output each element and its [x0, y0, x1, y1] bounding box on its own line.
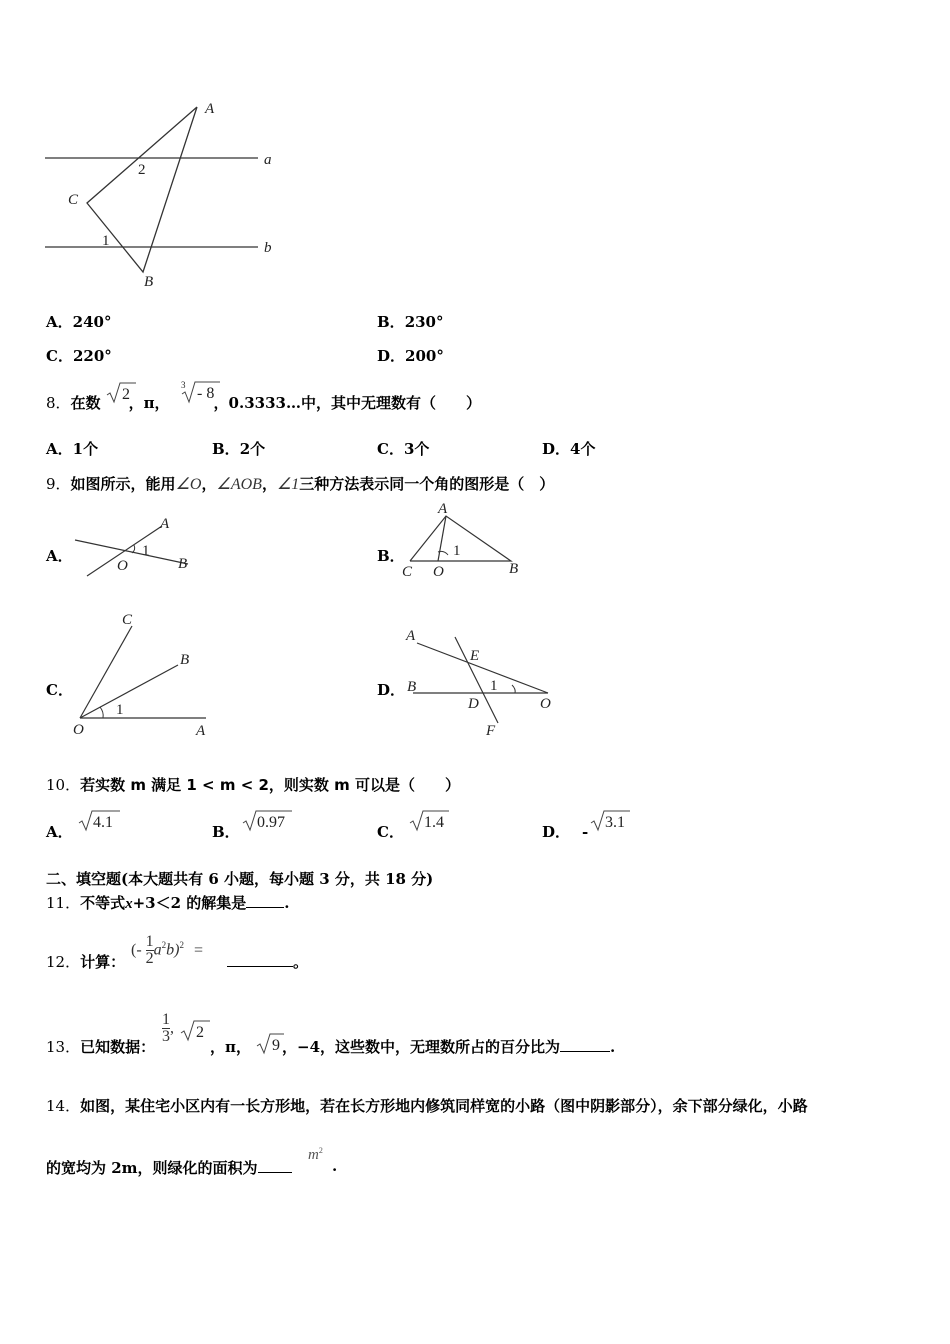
option-text: 3个	[403, 440, 430, 458]
exp-outer: 2	[179, 939, 184, 950]
q8-option-d[interactable]	[542, 438, 595, 459]
label-B: B	[144, 274, 154, 290]
answer-blank[interactable]	[227, 952, 293, 967]
option-letter: D．	[542, 823, 571, 841]
fraction-half: $\frac{1}{2}$	[145, 933, 154, 967]
q13-label: 已知数据：	[80, 1038, 156, 1056]
svg-text:A: A	[196, 723, 206, 739]
label-line-a: a	[264, 152, 272, 168]
q10-option-a-sqrt	[78, 809, 120, 833]
option-text: 240°	[72, 313, 112, 331]
q11-var: x	[125, 896, 133, 912]
angle-aob: ∠AOB	[216, 476, 262, 493]
q8-suffix: ，0.3333…中，其中无理数有（ ）	[213, 394, 481, 412]
q13-rest	[282, 1036, 615, 1057]
q8-cbrt-neg8	[180, 380, 220, 406]
svg-text:3.1: 3.1	[605, 814, 625, 831]
label-line-b: b	[264, 240, 272, 256]
angle-o: ∠O	[175, 476, 202, 493]
option-text: 4个	[570, 440, 596, 458]
q11-end: .	[284, 894, 290, 912]
q13-end: .	[610, 1038, 616, 1056]
q7-figure	[40, 95, 290, 295]
svg-text:F: F	[486, 723, 496, 739]
q9-figure-c	[70, 606, 215, 741]
question-number: 10．	[46, 776, 81, 794]
option-letter: D．	[377, 347, 406, 365]
q9-figure-a	[70, 512, 210, 582]
option-text: 200°	[405, 347, 444, 365]
q7-option-c[interactable]	[46, 345, 112, 366]
q12-end: 。	[293, 953, 309, 971]
q14-line2	[46, 1157, 292, 1178]
q12-stem	[46, 951, 125, 972]
q8-option-c[interactable]	[377, 438, 429, 459]
q8-option-b[interactable]	[212, 438, 265, 459]
q13-suffix: ，−4，这些数中，无理数所占的百分比为	[282, 1038, 561, 1056]
svg-text:B: B	[407, 679, 417, 695]
option-sign: -	[582, 823, 589, 841]
svg-text:C: C	[122, 612, 133, 628]
option-text: 2个	[239, 440, 266, 458]
answer-blank[interactable]	[258, 1158, 292, 1173]
svg-text:C: C	[402, 564, 413, 580]
svg-text:1: 1	[116, 702, 124, 718]
expr-a: a	[153, 941, 162, 959]
q9-figure-b	[398, 500, 528, 580]
option-letter: C．	[377, 823, 404, 841]
svg-text:O: O	[433, 564, 444, 580]
q13-sqrt9	[256, 1032, 284, 1056]
q11-suffix: +3＜2 的解集是	[132, 894, 247, 912]
answer-blank[interactable]	[246, 893, 284, 908]
q13-mid: ，π，	[210, 1038, 251, 1056]
answer-blank[interactable]	[560, 1037, 610, 1052]
q10-option-b[interactable]	[212, 821, 240, 842]
option-text: 1个	[72, 440, 99, 458]
q10-option-a[interactable]	[46, 821, 73, 842]
option-letter: A．	[46, 313, 73, 331]
q10-option-c[interactable]	[377, 821, 404, 842]
q14-line1	[46, 1095, 808, 1116]
q14-unit	[308, 1146, 323, 1164]
q13-data	[162, 1012, 174, 1045]
q10-option-d[interactable]	[542, 821, 588, 842]
svg-text:- 8: - 8	[197, 385, 215, 402]
option-letter: D．	[542, 440, 571, 458]
svg-text:B: B	[509, 561, 519, 577]
option-letter: C．	[377, 440, 404, 458]
q9-option-a[interactable]	[46, 545, 73, 566]
q9-comma1: ，	[201, 475, 217, 493]
question-number: 12．	[46, 953, 81, 971]
svg-text:1.4: 1.4	[424, 814, 444, 831]
option-letter: A．	[46, 547, 73, 565]
svg-text:9: 9	[272, 1037, 280, 1054]
q11-stem	[46, 892, 290, 913]
svg-text:A: A	[160, 516, 170, 532]
svg-text:A: A	[438, 501, 448, 517]
q7-option-a[interactable]	[46, 311, 111, 332]
q14-end: .	[332, 1157, 338, 1175]
label-angle-2: 2	[138, 162, 146, 178]
option-letter: B．	[212, 823, 240, 841]
option-letter: A．	[46, 823, 73, 841]
unit-m: m	[308, 1147, 319, 1163]
svg-text:3: 3	[181, 380, 186, 390]
svg-text:B: B	[178, 556, 188, 572]
q14-text-line2: 的宽均为 2m，则绿化的面积为	[46, 1159, 258, 1177]
svg-text:O: O	[117, 558, 128, 574]
q10-option-c-sqrt	[409, 809, 451, 833]
q11-prefix: 不等式	[80, 894, 126, 912]
svg-text:A: A	[406, 628, 416, 644]
q9-option-c[interactable]	[46, 679, 73, 700]
q12-expression	[131, 934, 203, 967]
q12-answer	[227, 951, 308, 972]
expr-open: (-	[131, 941, 142, 959]
fraction-third: $\frac{1}{3}$	[162, 1011, 170, 1045]
label-A: A	[205, 101, 215, 117]
option-letter: B．	[377, 547, 405, 565]
q13-stem	[46, 1036, 155, 1057]
q8-sep1: ，π，	[128, 394, 170, 412]
q9-figure-d	[400, 625, 560, 740]
q14-text-line1: 如图，某住宅小区内有一长方形地，若在长方形地内修筑同样宽的小路（图中阴影部分），余下部分绿化，小路	[80, 1097, 808, 1115]
expr-b: b)	[166, 941, 180, 959]
exp-a: 2	[161, 939, 167, 950]
question-number: 13．	[46, 1038, 81, 1056]
q13-comma: ,	[170, 1019, 174, 1037]
svg-text:D: D	[468, 696, 479, 712]
q10-text: 若实数 m 满足 1 < m < 2，则实数 m 可以是（ ）	[80, 776, 460, 794]
q12-label: 计算：	[80, 953, 126, 971]
svg-text:B: B	[180, 652, 190, 668]
q7-option-b[interactable]	[377, 311, 444, 332]
question-number: 8．	[46, 394, 71, 412]
option-letter: C．	[46, 347, 73, 365]
option-letter: D．	[377, 681, 406, 699]
svg-text:1: 1	[142, 543, 150, 559]
q8-prefix: 在数	[70, 394, 101, 412]
svg-text:1: 1	[490, 678, 498, 694]
option-letter: A．	[46, 440, 73, 458]
q9-stem	[46, 473, 554, 494]
q8-option-a[interactable]	[46, 438, 98, 459]
question-number: 14．	[46, 1097, 81, 1115]
svg-text:4.1: 4.1	[93, 814, 113, 831]
option-letter: C．	[46, 681, 73, 699]
q10-option-d-sqrt	[590, 809, 632, 833]
equals: =	[193, 941, 204, 959]
q9-prefix: 如图所示，能用	[70, 475, 176, 493]
svg-text:2: 2	[196, 1024, 204, 1041]
q9-comma2: ，	[261, 475, 277, 493]
question-number: 9．	[46, 475, 71, 493]
svg-text:O: O	[540, 696, 551, 712]
section-title: 二、填空题(本大题共有 6 小题，每小题 3 分，共 18 分)	[46, 870, 434, 888]
svg-text:E: E	[470, 648, 480, 664]
svg-text:0.97: 0.97	[257, 814, 285, 831]
q10-stem	[46, 774, 460, 795]
unit-exp: 2	[318, 1146, 323, 1155]
q9-suffix: 三种方法表示同一个角的图形是（ ）	[299, 475, 555, 493]
label-C: C	[68, 192, 79, 208]
q13-sqrt2	[180, 1019, 210, 1043]
angle-1: ∠1	[276, 476, 300, 493]
svg-text:1: 1	[453, 543, 461, 559]
option-text: 220°	[72, 347, 112, 365]
option-letter: B．	[377, 313, 405, 331]
svg-text:2: 2	[122, 386, 130, 403]
q10-option-b-sqrt	[242, 809, 294, 833]
label-angle-1: 1	[102, 233, 110, 249]
option-text: 230°	[404, 313, 444, 331]
q7-option-d[interactable]	[377, 345, 444, 366]
question-number: 11．	[46, 894, 81, 912]
option-letter: B．	[212, 440, 240, 458]
q8-sqrt2	[106, 381, 136, 405]
svg-text:O: O	[73, 722, 84, 738]
